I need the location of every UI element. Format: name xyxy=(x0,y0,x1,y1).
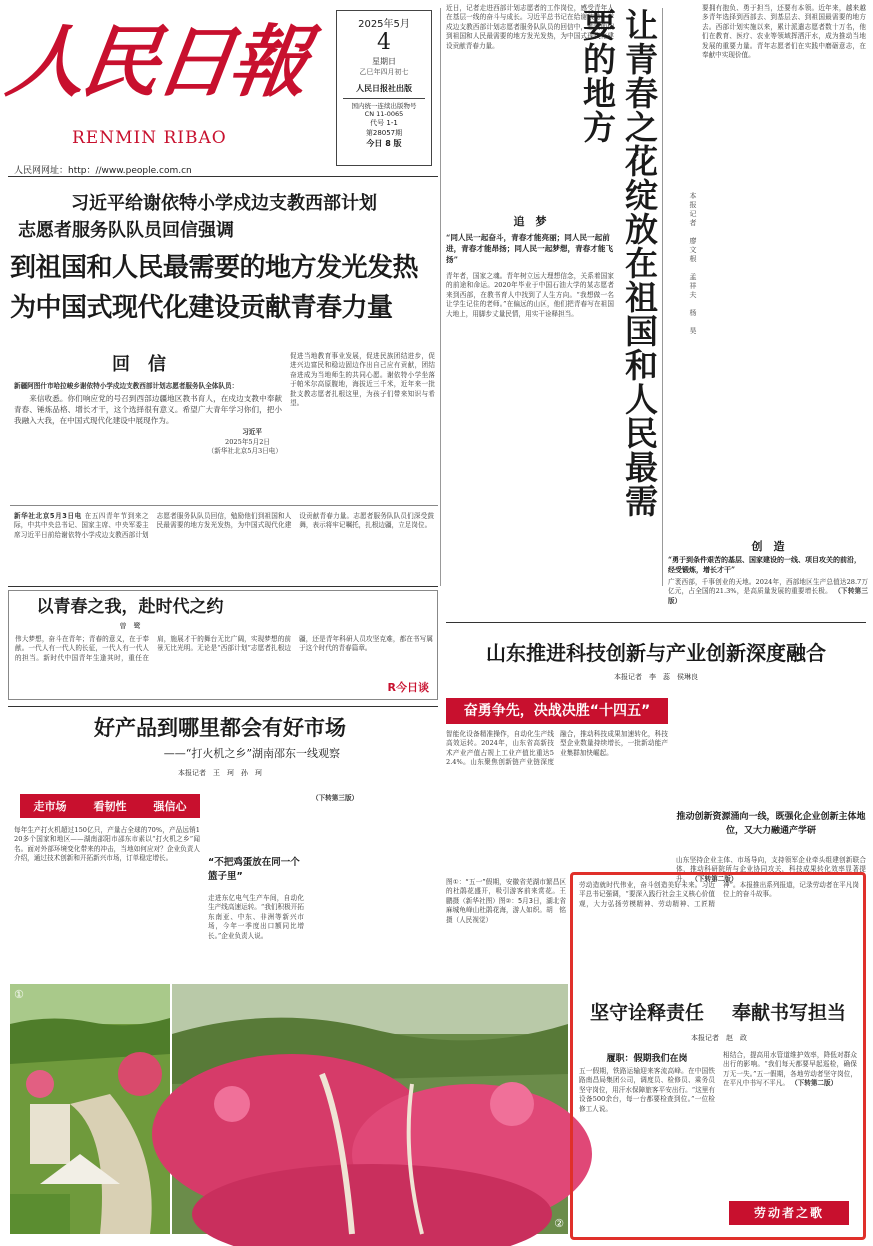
labor-banner: 劳动者之歌 xyxy=(729,1201,849,1225)
lead-kicker xyxy=(14,190,434,244)
right-col1-body-mid: 青年者，国家之魂。青年树立远大理想信念，关系着国家的前途和命运。2020年毕业于中国石油大学的某志愿者来到西部，在教书育人中找到了人生方向。“我想做一名让学生记住的老师。”在偏远的山区，他们把青春写在祖国大地上，用脚步丈量民情，用实干诠释担当。 xyxy=(446,272,614,318)
labor-continued: （下转第二版） xyxy=(791,1079,838,1088)
logo-calligraphy: 人民日報 xyxy=(1,17,311,108)
shandong-sub: 推动创新资源涌向一线，既强化企业创新主体地位，又大力融通产学研 xyxy=(676,812,866,836)
market-tag-3: 强信心 xyxy=(153,800,187,813)
lead-dateline: 新华社北京5月3日电 xyxy=(14,512,82,520)
lead-news-body: 在五四青年节到来之际，中共中央总书记、国家主席、中央军委主席习近平日前给谢依特小学戍边支教西部计划志愿者服务队队员回信，勉励他们到祖国和人民最需要的地方发光发热，为中国式现代化建设贡献青春力量。志愿者服务队队员们深受鼓舞，表示将牢记嘱托，扎根边疆，立足岗位。 xyxy=(14,512,434,539)
letter-title: 回 信 xyxy=(112,354,166,375)
market-continued: （下转第三版） xyxy=(312,794,359,802)
market-title: 好产品到哪里都会有好市场 xyxy=(94,716,346,740)
photo-azalea-2 xyxy=(172,984,568,1234)
market-tag-2: 看韧性 xyxy=(93,800,127,813)
youth-title: 以青春之我，赴时代之约 xyxy=(36,597,224,617)
lead-col-text: 促进当地教育事业发展，促进民族团结进步，促进兴边富民和稳边固边作出自己应有贡献，团结奋进成为当地师生的共同心愿。谢依特小学坐落于帕米尔高原腹地，海拔近三千米，近年来一批批支教志愿者扎根这里，为孩子们带来知识与希望。 xyxy=(290,352,435,408)
lead-news xyxy=(14,512,434,580)
market-body-3 xyxy=(312,794,434,970)
labor-byline: 本报记者 赵 政 xyxy=(691,1034,747,1042)
labor-body-left: 五一假期，铁路运输迎来客流高峰。在中国铁路南昌局集团公司，调度员、检修员、乘务员坚守岗位，用汗水保障旅客平安出行。“这里有设备500余台，每一台都要检查到位。”一位检修工人说。 xyxy=(579,1067,715,1113)
market-tag-1: 走市场 xyxy=(33,800,67,813)
photo-1-image xyxy=(10,984,170,1234)
market-tags xyxy=(20,794,200,818)
cn-number: CN 11-0065 xyxy=(364,110,404,118)
market-byline: 本报记者 王 珂 孙 珂 xyxy=(178,769,262,777)
shandong-byline: 本报记者 李 蕊 侯琳良 xyxy=(614,673,698,681)
lead-kicker-line-2: 志愿者服务队队员回信强调 xyxy=(18,220,234,241)
youth-byline: 曾 鹭 xyxy=(119,622,141,630)
labor-sub: 履职：假期我们在岗 xyxy=(606,1054,688,1064)
labor-intro: 劳动造就时代伟业，奋斗创造美好未来。习近平总书记强调，“要深入践行社会主义核心价值观，大力弘扬劳模精神、劳动精神、工匠精神”。本报推出系列报道，记录劳动者在平凡岗位上的奋斗故事。 xyxy=(579,881,859,908)
lead-kicker-line-1: 习近平给谢依特小学戍边支教西部计划 xyxy=(71,193,377,214)
masthead-logo xyxy=(1,8,338,128)
quote-zhuimeng: “同人民一起奋斗，青春才能亮丽；同人民一起前进，青春才能昂扬；同人民一起梦想，青春才能飞扬” xyxy=(446,233,614,264)
right-col2-body: 要拥有抱负、勇于担当，还要有本领。近年来，越来越多青年选择到西部去、到基层去、到祖国最需要的地方去。西部计划实施以来，累计派遣志愿者数十万名，他们在教育、医疗、农业等领域挥洒汗水，成为推动当地发展的重要力量。青年志愿者们在实践中磨砺意志，在奉献中实现价值。 xyxy=(702,4,866,60)
labor-body-right xyxy=(723,1051,857,1195)
labor-box xyxy=(570,872,866,1240)
shandong-body-2-text: 山东坚持企业主体、市场导向，支持领军企业牵头组建创新联合体，推动科研院所与企业协同攻关，科技成果转化效率显著提升。 xyxy=(676,856,866,883)
letter-date: 2025年5月2日 xyxy=(225,437,270,446)
labor-title-right: 奉献书写担当 xyxy=(731,1002,846,1024)
letter-block xyxy=(14,382,282,498)
date-day: 4 xyxy=(377,30,391,55)
issue-number: 第28057期 xyxy=(365,129,403,137)
right-col-end xyxy=(668,578,868,614)
market-subtitle: ——“打火机之乡”湖南邵东一线观察 xyxy=(163,747,340,760)
sub-zhuimeng: 追 梦 xyxy=(513,215,547,228)
photo-caption: 图①：“五一”假期，安徽省芜湖市繁昌区的杜鹃花盛开，吸引游客前来赏花。王 鹏摄（新华社图）图②：5月3日，湖北省麻城龟峰山杜鹃花海，游人如织。胡 铭摄（人民视觉） xyxy=(446,878,573,924)
page-count: 今日 8 版 xyxy=(366,139,402,148)
market-body: 每年生产打火机超过150亿只，产量占全球的70%，产品远销120多个国家和地区——湖南邵阳市邵东市素以“打火机之乡”闻名。面对外部环境变化带来的冲击，当地如何应对？企业负责人介绍，通过技术创新和开拓新兴市场，订单稳定增长。 xyxy=(14,826,200,863)
logo-pinyin: RENMIN RIBAO xyxy=(72,128,227,148)
letter-source: （新华社北京5月3日电） xyxy=(207,447,282,456)
photo-number-1: ① xyxy=(14,988,24,1001)
market-sub: “不把鸡蛋放在同一个篮子里” xyxy=(208,857,300,882)
photo-azalea-1 xyxy=(10,984,170,1234)
sub-chuangzao: 创 造 xyxy=(751,540,785,553)
right-col-end-body: 广袤西部，千事创业的天地。2024年，西部地区生产总值达28.7万亿元，占全国的21.3%，是高质量发展的重要增长极。 xyxy=(668,578,868,596)
masthead-website: 人民网网址：http：//www.people.com.cn xyxy=(14,166,192,176)
publisher: 人民日报社出版 xyxy=(356,84,412,93)
shandong-title: 山东推进科技创新与产业创新深度融合 xyxy=(486,641,826,665)
labor-body-right-text: 相结合，提高用水管道维护效率，降低对群众出行的影响。“我们每天都要早起巡检，确保万无一失。”五一假期，各地劳动者坚守岗位，在平凡中书写不平凡。 xyxy=(723,1051,857,1088)
shandong-body-r xyxy=(676,698,866,808)
lead-headline-line-1: 到祖国和人民最需要的地方发光发热 xyxy=(10,253,419,283)
market-body-2: 走进东亿电气生产车间，自动化生产线高速运转。“我们积极开拓东南亚、中东、非洲等新兴市场，今年一季度出口额同比增长。”企业负责人说。 xyxy=(208,894,304,940)
labor-title-left: 坚守诠释责任 xyxy=(589,1002,704,1024)
today-talk-tag: R今日谈 xyxy=(387,681,429,694)
youth-body: 伟大梦想，奋斗在青年；青春的意义，在于奉献。一代人有一代人的长征，一代人有一代人的担当。新时代中国青年生逢其时，重任在肩，施展才干的舞台无比广阔，实现梦想的前景无比光明。无论是“西部计划”志愿者扎根边疆，还是青年科研人员攻坚克难，都在书写属于这个时代的青春篇章。 xyxy=(15,635,433,662)
photo-2-image xyxy=(172,984,568,1234)
photo-number-2: ② xyxy=(554,1217,564,1230)
quote-chuangzao: “勇于到条件艰苦的基层、国家建设的一线、项目攻关的前沿，经受锻炼，增长才干” xyxy=(668,555,862,574)
letter-body: 来信收悉。你们响应党的号召到西部边疆地区教书育人，在戍边支教中奉献青春、锤炼品格、增长才干，这个选择很有意义。希望广大青年学习你们，把小我融入大我，在中国式现代化建设中展现作为。 xyxy=(14,394,282,426)
lunar-date: 乙巳年四月初七 xyxy=(359,68,409,76)
shandong-body: 智能化设备精准操作，自动化生产线高效运转。2024年，山东省高新技术产业产值占规上工业产值比重达52.4%。山东聚焦创新链产业链深度融合，推动科技成果加速转化，科技型企业数量持续增长，一批新动能产业集群加快崛起。 xyxy=(446,730,668,767)
youth-commentary xyxy=(8,590,438,700)
letter-sign: 习近平 xyxy=(242,428,262,437)
right-col-continued: （下转第三版） xyxy=(668,587,869,605)
lead-headline xyxy=(10,248,438,328)
code-number: 代号 1-1 xyxy=(370,119,398,127)
shandong-continued: （下转第二版） xyxy=(691,874,738,883)
date-box xyxy=(336,10,432,166)
date-year-month: 2025年5月 xyxy=(358,19,410,30)
right-col1-body-top: 近日，记者走进西部计划志愿者的工作岗位，感受青年人在基层一线的奋斗与成长。习近平总书记在给谢依特小学戍边支教西部计划志愿者服务队队员的回信中，勉励他们到祖国和人民最需要的地方发光发热，为中国式现代化建设贡献青春力量。 xyxy=(446,4,614,50)
shandong-banner: 奋勇争先，决战决胜“十四五” xyxy=(446,698,668,724)
vertical-headline: 让青春之花绽放在祖国和人民最需要的地方 xyxy=(578,8,659,518)
letter-recipient: 新疆阿图什市哈拉峻乡谢依特小学戍边支教西部计划志愿者服务队全体队员： xyxy=(14,382,239,390)
lead-headline-line-2: 为中国式现代化建设贡献青春力量 xyxy=(10,293,393,323)
vertical-byline: 本报记者 廖文根 孟祥夫 杨 昊 xyxy=(689,192,697,336)
weekday: 星期日 xyxy=(372,57,396,66)
serial-line: 国内统一连续出版物号 xyxy=(351,102,417,110)
